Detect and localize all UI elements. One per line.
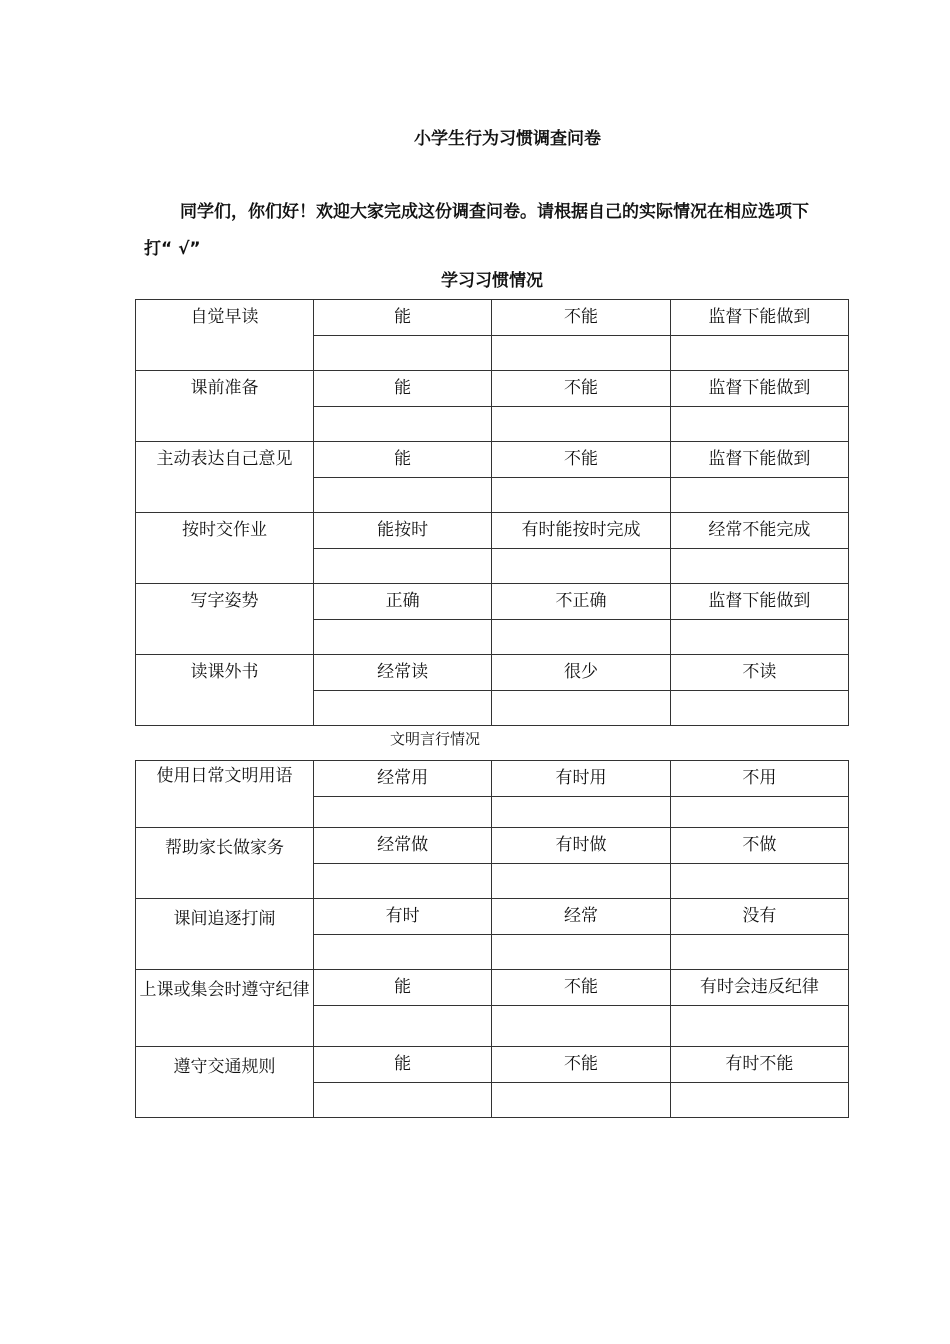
question-label: 使用日常文明用语 [136,761,314,828]
option-label: 经常做 [314,828,492,864]
civility-table [135,760,849,1118]
option-label: 没有 [670,899,848,935]
question-label: 课前准备 [136,371,314,442]
answer-cell[interactable] [314,407,492,442]
answer-cell[interactable] [314,691,492,726]
answer-cell[interactable] [492,549,670,584]
option-label: 有时 [314,899,492,935]
question-label: 课间追逐打闹 [136,899,314,970]
answer-cell[interactable] [670,336,848,371]
question-row [136,371,849,407]
option-label: 经常不能完成 [670,513,848,549]
survey-title: 小学生行为习惯调查问卷 [414,129,601,149]
question-row [136,584,849,620]
answer-cell[interactable] [670,620,848,655]
answer-cell[interactable] [314,620,492,655]
study-habits-table [135,299,849,726]
question-label: 主动表达自己意见 [136,442,314,513]
answer-cell[interactable] [670,691,848,726]
option-label: 监督下能做到 [670,300,848,336]
option-label: 经常读 [314,655,492,691]
answer-cell[interactable] [492,336,670,371]
option-label: 能 [314,300,492,336]
option-label: 能 [314,1047,492,1083]
answer-cell[interactable] [314,1083,492,1118]
answer-cell[interactable] [492,407,670,442]
option-label: 不正确 [492,584,670,620]
option-label: 很少 [492,655,670,691]
question-row [136,899,849,935]
answer-cell[interactable] [492,478,670,513]
question-label: 帮助家长做家务 [136,828,314,899]
answer-cell[interactable] [670,1006,848,1047]
answer-cell[interactable] [670,407,848,442]
answer-cell[interactable] [314,797,492,828]
question-label: 按时交作业 [136,513,314,584]
study-section-heading: 学习习惯情况 [441,271,543,291]
answer-cell[interactable] [314,935,492,970]
option-label: 监督下能做到 [670,584,848,620]
option-label: 不读 [670,655,848,691]
question-label: 写字姿势 [136,584,314,655]
question-row [136,442,849,478]
question-row [136,655,849,691]
option-label: 有时能按时完成 [492,513,670,549]
option-label: 能按时 [314,513,492,549]
option-label: 不能 [492,371,670,407]
option-label: 有时会违反纪律 [670,970,848,1006]
intro-text: 同学们，你们好！欢迎大家完成这份调查问卷。请根据自己的实际情况在相应选项下打“ √” [144,202,809,259]
answer-cell[interactable] [670,549,848,584]
option-label: 不能 [492,1047,670,1083]
option-label: 经常用 [314,761,492,797]
option-label: 不能 [492,970,670,1006]
answer-cell[interactable] [492,1006,670,1047]
option-label: 能 [314,442,492,478]
option-label: 不能 [492,442,670,478]
option-label: 不用 [670,761,848,797]
answer-cell[interactable] [314,478,492,513]
answer-cell[interactable] [492,935,670,970]
option-label: 经常 [492,899,670,935]
option-label: 正确 [314,584,492,620]
answer-cell[interactable] [314,864,492,899]
option-label: 有时用 [492,761,670,797]
option-label: 有时不能 [670,1047,848,1083]
option-label: 监督下能做到 [670,371,848,407]
answer-cell[interactable] [670,478,848,513]
question-label: 上课或集会时遵守纪律 [136,970,314,1047]
option-label: 不能 [492,300,670,336]
answer-cell[interactable] [492,797,670,828]
question-row [136,300,849,336]
answer-cell[interactable] [670,797,848,828]
question-label: 自觉早读 [136,300,314,371]
answer-cell[interactable] [492,620,670,655]
answer-cell[interactable] [314,1006,492,1047]
answer-cell[interactable] [492,864,670,899]
answer-cell[interactable] [314,336,492,371]
question-row [136,761,849,797]
question-label: 遵守交通规则 [136,1047,314,1118]
answer-cell[interactable] [670,864,848,899]
question-row [136,828,849,864]
answer-cell[interactable] [492,691,670,726]
option-label: 能 [314,371,492,407]
option-label: 能 [314,970,492,1006]
option-label: 有时做 [492,828,670,864]
civility-section-heading: 文明言行情况 [390,730,481,748]
answer-cell[interactable] [492,1083,670,1118]
question-label: 读课外书 [136,655,314,726]
answer-cell[interactable] [670,935,848,970]
question-row [136,970,849,1006]
answer-cell[interactable] [314,549,492,584]
question-row [136,1047,849,1083]
answer-cell[interactable] [670,1083,848,1118]
question-row [136,513,849,549]
option-label: 监督下能做到 [670,442,848,478]
option-label: 不做 [670,828,848,864]
